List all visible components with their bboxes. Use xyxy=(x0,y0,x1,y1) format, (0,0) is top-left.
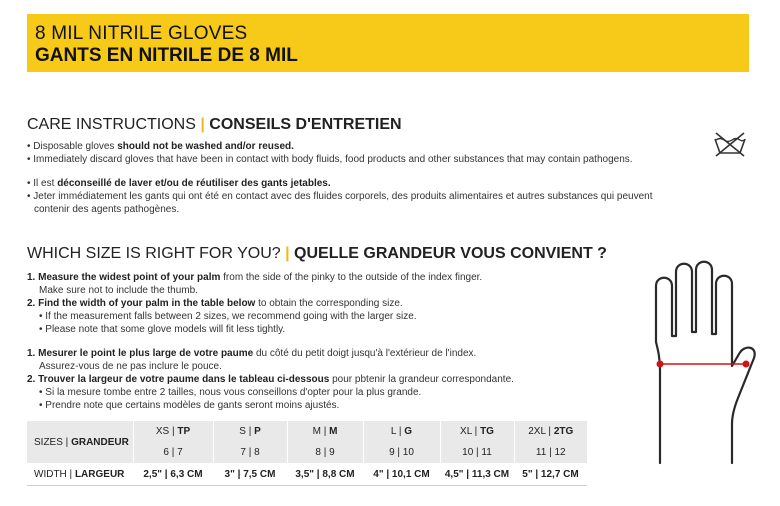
size-en-step-2 xyxy=(27,298,403,311)
size-en-step-1 xyxy=(27,272,482,285)
size-heading xyxy=(27,245,607,263)
numeric-size-cell: 11 | 12 xyxy=(514,442,587,463)
width-cell: 3,5" | 8,8 CM xyxy=(287,463,363,486)
size-cell: XL | TG xyxy=(440,421,514,442)
care-fr-line-3: contenir des agents pathogènes. xyxy=(34,204,180,215)
size-fr-step-1-bold: 1. Mesurer le point le plus large de votre paume xyxy=(27,348,254,359)
care-heading xyxy=(27,116,402,134)
width-cell: 2,5" | 6,3 CM xyxy=(133,463,213,486)
size-cell: L | G xyxy=(363,421,440,442)
size-en-bullet-1: • If the measurement falls between 2 sizes, we recommend going with the larger size. xyxy=(39,311,417,322)
size-fr-step-1-text: du côté du petit doigt jusqu'à l'extérieur de l'index. xyxy=(253,348,477,359)
numeric-size-cell: 9 | 10 xyxy=(363,442,440,463)
numeric-size-cell: 8 | 9 xyxy=(287,442,363,463)
size-table xyxy=(27,421,587,486)
title-english: 8 MIL NITRILE GLOVES xyxy=(35,23,248,44)
care-en-line-1-text: • Disposable gloves xyxy=(27,141,118,152)
numeric-size-cell: 7 | 8 xyxy=(213,442,287,463)
size-heading-en: WHICH SIZE IS RIGHT FOR YOU? xyxy=(27,245,281,262)
numeric-size-cell: 6 | 7 xyxy=(133,442,213,463)
width-row-label: WIDTH | LARGEUR xyxy=(27,463,133,486)
care-heading-en: CARE INSTRUCTIONS xyxy=(27,116,196,133)
size-en-bullet-2: • Please note that some glove models will fit less tightly. xyxy=(39,324,286,335)
size-fr-step-1-note: Assurez-vous de ne pas inclure le pouce. xyxy=(39,361,222,372)
size-fr-step-2-bold: 2. Trouver la largeur de votre paume dans le tableau ci-dessous xyxy=(27,374,330,385)
care-en-line-2: • Immediately discard gloves that have been in contact with body fluids, food products and other substances that may contain pathogens. xyxy=(27,154,633,165)
table-row-width xyxy=(27,463,587,486)
sizes-row-label: SIZES | GRANDEUR xyxy=(27,421,133,463)
hand-measure-icon xyxy=(640,258,760,473)
care-fr-line-1-text: • Il est xyxy=(27,178,58,189)
size-fr-step-2 xyxy=(27,374,514,387)
width-cell: 4" | 10,1 CM xyxy=(363,463,440,486)
width-cell: 5" | 12,7 CM xyxy=(514,463,587,486)
care-fr-line-1 xyxy=(27,178,331,191)
heading-separator: | xyxy=(285,245,290,262)
size-en-step-1-note: Make sure not to include the thumb. xyxy=(39,285,198,296)
care-fr-line-2: • Jeter immédiatement les gants qui ont été en contact avec des fluides corporels, des produits alimentaires et autres substances qui peuvent xyxy=(27,191,653,202)
size-fr-bullet-1: • Si la mesure tombe entre 2 tailles, nous vous conseillons d'opter pour la plus grande. xyxy=(39,387,422,398)
care-heading-fr: CONSEILS D'ENTRETIEN xyxy=(209,116,402,133)
care-fr-line-1-bold: déconseillé de laver et/ou de réutiliser des gants jetables. xyxy=(57,178,331,189)
size-en-step-2-bold: 2. Find the width of your palm in the table below xyxy=(27,298,256,309)
width-label-fr: LARGEUR xyxy=(74,468,125,480)
sizes-label-fr: GRANDEUR xyxy=(71,436,129,448)
numeric-size-cell: 10 | 11 xyxy=(440,442,514,463)
size-cell: XS | TP xyxy=(133,421,213,442)
width-label-en: WIDTH xyxy=(34,468,67,480)
size-heading-fr: QUELLE GRANDEUR VOUS CONVIENT ? xyxy=(294,245,607,262)
title-banner xyxy=(27,14,749,72)
care-en-line-1 xyxy=(27,141,294,154)
size-fr-step-1 xyxy=(27,348,476,361)
size-cell: M | M xyxy=(287,421,363,442)
size-cell: S | P xyxy=(213,421,287,442)
do-not-wash-icon xyxy=(712,130,748,163)
sizes-label-en: SIZES xyxy=(34,436,63,448)
care-en-line-1-bold: should not be washed and/or reused. xyxy=(117,141,294,152)
size-fr-step-2-text: pour pbtenir la grandeur correspondante. xyxy=(329,374,514,385)
size-en-step-1-bold: 1. Measure the widest point of your palm xyxy=(27,272,221,283)
heading-separator: | xyxy=(200,116,205,133)
width-cell: 4,5" | 11,3 CM xyxy=(440,463,514,486)
size-en-step-2-text: to obtain the corresponding size. xyxy=(255,298,403,309)
title-french: GANTS EN NITRILE DE 8 MIL xyxy=(35,45,298,66)
size-cell: 2XL | 2TG xyxy=(514,421,587,442)
width-cell: 3" | 7,5 CM xyxy=(213,463,287,486)
table-row-sizes xyxy=(27,421,587,442)
size-en-step-1-text: from the side of the pinky to the outside of the index finger. xyxy=(220,272,483,283)
size-fr-bullet-2: • Prendre note que certains modèles de gants seront moins ajustés. xyxy=(39,400,340,411)
